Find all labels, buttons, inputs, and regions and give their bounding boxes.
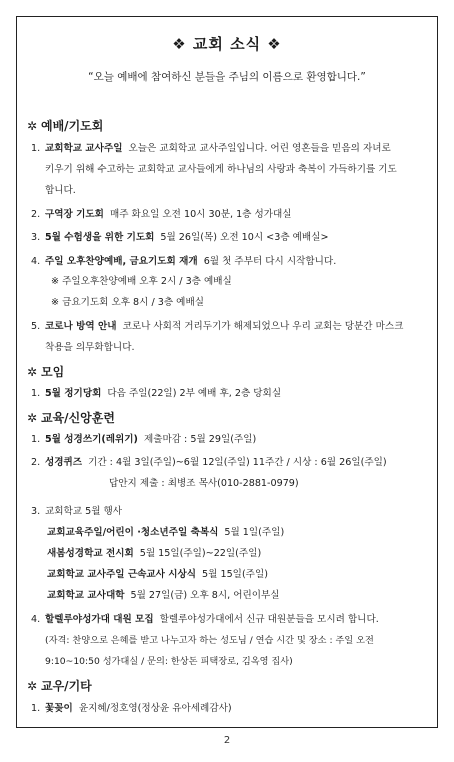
item-title: 꽃꽂이 [45, 703, 73, 714]
list-item: 1. 교회학교 교사주일 오늘은 교회학교 교사주일입니다. 어린 영혼들을 믿음의 자녀로 [31, 143, 391, 154]
list-item: 3. 5월 수험생을 위한 기도회 5월 26일(목) 오전 10시 <3층 예배실> [31, 232, 329, 243]
section-heading-education: ✲ 교육/신앙훈련 [27, 411, 115, 425]
event-date: 5월 27일(금) 오후 8시, 어린이부실 [130, 590, 280, 601]
item-text: 답안지 제출 : 최병조 목사(010-2881-0979) [109, 478, 299, 489]
list-item: 5. 코로나 방역 안내 코로나 사회적 거리두기가 해제되었으나 우리 교회는 당분간 마스크 [31, 321, 404, 332]
bulletin-page-frame [16, 16, 438, 728]
welcome-message: “오늘 예배에 참여하신 분들을 주님의 이름으로 환영합니다.” [88, 71, 366, 83]
event-date: 5월 15일(주일)~22일(주일) [139, 548, 262, 559]
item-title: 5월 정기당회 [45, 388, 102, 399]
page-number: 2 [223, 735, 231, 746]
event-name: 교회학교 교사대학 [47, 590, 125, 601]
list-item: 2. 구역장 기도회 매주 화요일 오전 10시 30분, 1층 성가대실 [31, 209, 292, 220]
item-title: 성경퀴즈 [45, 457, 83, 468]
page-title: ❖ 교회 소식 ❖ [172, 35, 282, 53]
asterisk-icon: ✲ [27, 679, 38, 693]
item-text: 9:10~10:50 성가대실 / 문의: 한상돈 피택장로, 김옥영 집사) [45, 656, 293, 667]
asterisk-icon: ✲ [27, 411, 38, 425]
event-row [47, 543, 261, 564]
event-row [47, 585, 280, 606]
asterisk-icon: ✲ [27, 119, 38, 133]
item-text: 착용을 의무화합니다. [45, 342, 135, 353]
list-item: 1. 꽃꽂이 윤지혜/정호영(정상윤 유아세례감사) [31, 703, 232, 714]
list-item: 3. 교회학교 5월 행사 [31, 506, 123, 517]
event-date: 5월 1일(주일) [224, 527, 285, 538]
section-heading-meeting: ✲ 모임 [27, 365, 65, 379]
asterisk-icon: ✲ [27, 365, 38, 379]
event-name: 새봄성경학교 전시회 [47, 548, 134, 559]
item-note: ※ 금요기도회 오후 8시 / 3층 예배실 [51, 297, 204, 308]
section-heading-fellowship: ✲ 교우/기타 [27, 679, 92, 693]
section-heading-worship: ✲ 예배/기도회 [27, 119, 104, 133]
item-title: 5월 성경쓰기(레위기) [45, 434, 138, 445]
item-text: 합니다. [45, 185, 76, 196]
item-text: (자격: 찬양으로 은혜를 받고 나누고자 하는 성도님 / 연습 시간 및 장소 : 주일 오전 [45, 635, 374, 646]
item-title: 코로나 방역 안내 [45, 321, 117, 332]
list-item: 1. 5월 성경쓰기(레위기) 제출마감 : 5월 29일(주일) [31, 434, 257, 445]
list-item: 4. 주일 오후찬양예배, 금요기도회 재개 6월 첫 주부터 다시 시작합니다. [31, 256, 337, 267]
event-name: 교회교육주일/어린이 ·청소년주일 축복식 [47, 527, 219, 538]
event-name: 교회학교 교사주일 근속교사 시상식 [47, 569, 197, 580]
event-row [47, 564, 268, 585]
item-title: 할렐루야성가대 대원 모집 [45, 614, 154, 625]
item-title: 5월 수험생을 위한 기도회 [45, 232, 155, 243]
list-item: 4. 할렐루야성가대 대원 모집 할렐루야성가대에서 신규 대원분들을 모시려 합니다. [31, 614, 379, 625]
item-title: 주일 오후찬양예배, 금요기도회 재개 [45, 256, 198, 267]
event-row [47, 522, 284, 543]
item-title: 구역장 기도회 [45, 209, 104, 220]
list-item: 1. 5월 정기당회 다음 주일(22일) 2부 예배 후, 2층 당회실 [31, 388, 282, 399]
list-item: 2. 성경퀴즈 기간 : 4월 3일(주일)~6월 12일(주일) 11주간 / 시상 : 6월 26일(주일) [31, 457, 387, 468]
event-date: 5월 15일(주일) [202, 569, 268, 580]
item-note: ※ 주일오후찬양예배 오후 2시 / 3층 예배실 [51, 276, 232, 287]
item-text: 키우기 위해 수고하는 교회학교 교사들에게 하나님의 사랑과 축복이 가득하기를 기도 [45, 164, 397, 175]
item-title: 교회학교 교사주일 [45, 143, 123, 154]
item-title: 교회학교 5월 행사 [45, 506, 123, 517]
